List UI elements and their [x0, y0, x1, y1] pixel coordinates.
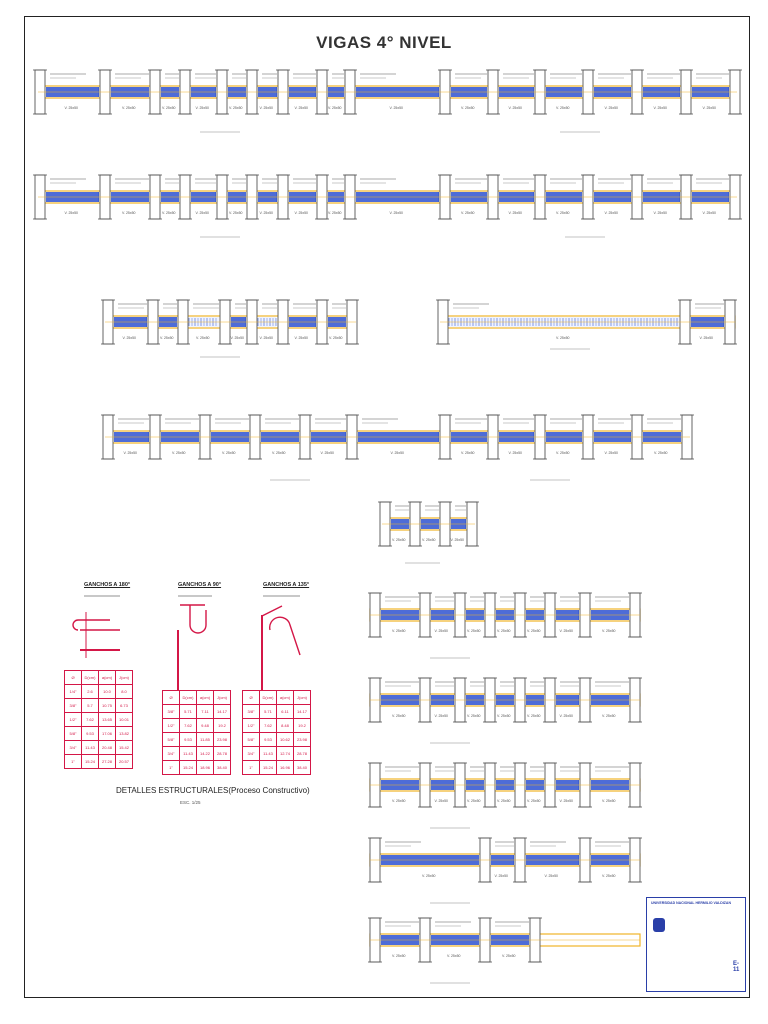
beam-label: V. 25x50 — [320, 451, 334, 455]
beam-label: V. 25x50 — [259, 336, 273, 340]
beam-label: V. 25x50 — [222, 451, 236, 455]
beam-label: V. 25x50 — [556, 336, 570, 340]
beam-label: V. 25x50 — [294, 336, 308, 340]
table-row: 3/8" 5.7 10.75 6.73 — [65, 699, 133, 713]
beam-label: V. 25x50 — [434, 714, 448, 718]
beam-label: V. 25x50 — [702, 211, 716, 215]
page-title: VIGAS 4° NIVEL — [316, 33, 452, 52]
beam-label: V. 25x50 — [229, 106, 243, 110]
beam-label: V. 25x50 — [544, 874, 558, 878]
beam-label: V. 25x50 — [461, 211, 475, 215]
table-row: 1" 15.24 27.28 20.57 — [65, 755, 133, 769]
beam-label: V. 25x50 — [467, 714, 481, 718]
beam-label: V. 25x50 — [450, 538, 464, 542]
table-row: 3/8" 5.71 7.11 14.17 — [163, 705, 231, 719]
beam-label: V. 25x50 — [604, 451, 618, 455]
beam-label: V. 25x50 — [230, 336, 244, 340]
beam-label: V. 25x50 — [702, 106, 716, 110]
details-scale: ESC. 1/25 — [180, 800, 201, 805]
beam-label: V. 25x50 — [259, 211, 273, 215]
beam-label: V. 25x50 — [559, 799, 573, 803]
hook-180-shape — [73, 620, 120, 630]
hook-90-shape — [180, 605, 206, 633]
beam-label: V. 25x50 — [467, 799, 481, 803]
beam-label: V. 25x50 — [604, 211, 618, 215]
beam-label: V. 25x50 — [64, 106, 78, 110]
beam-label: V. 25x50 — [390, 451, 404, 455]
beam-label: V. 25x50 — [653, 211, 667, 215]
beam-label: V. 25x50 — [259, 106, 273, 110]
beam-label: V. 25x50 — [602, 629, 616, 633]
beam-label: V. 25x50 — [389, 211, 403, 215]
beam-label: V. 25x50 — [392, 799, 406, 803]
beam-label: V. 25x50 — [508, 451, 522, 455]
beam-label: V. 25x50 — [122, 336, 136, 340]
table-row: 1/2" 7.62 13.65 10.01 — [65, 713, 133, 727]
hook-90-title: GANCHOS A 90° — [178, 582, 222, 588]
university-logo-icon — [653, 918, 665, 932]
hook-135-shape — [262, 606, 300, 655]
table-row: 5/8" 9.53 11.85 23.98 — [163, 733, 231, 747]
hook-135-title: GANCHOS A 135° — [263, 582, 310, 588]
beam-label: V. 25x50 — [422, 538, 436, 542]
table-row: 1" 15.24 18.96 38.40 — [163, 761, 231, 775]
hook-180-title: GANCHOS A 180° — [84, 582, 131, 588]
sheet-code: E-11 — [733, 961, 740, 973]
table-row: 1/2" 7.62 8.48 19.2 — [243, 719, 311, 733]
beam-label: V. 25x50 — [461, 451, 475, 455]
beam-label: V. 25x50 — [389, 106, 403, 110]
beam-label: V. 25x50 — [195, 106, 209, 110]
beam-label: V. 25x50 — [329, 336, 343, 340]
beam-label: V. 25x50 — [527, 629, 541, 633]
table-row: 1/4" 2.6 10.0 8.0 — [65, 685, 133, 699]
beam-label: V. 25x50 — [497, 799, 511, 803]
table-row: 1/2" 7.62 9.48 19.2 — [163, 719, 231, 733]
beam-label: V. 25x50 — [494, 874, 508, 878]
table-row: 5/8" 9.53 10.62 23.98 — [243, 733, 311, 747]
table-row: 3/8" 5.71 6.11 14.17 — [243, 705, 311, 719]
beam-label: V. 25x50 — [434, 799, 448, 803]
beam-label: V. 25x50 — [559, 714, 573, 718]
beam-label: V. 25x50 — [604, 106, 618, 110]
beam-label: V. 25x50 — [392, 538, 406, 542]
beam-label: V. 25x50 — [123, 451, 137, 455]
beam-label: V. 25x50 — [527, 714, 541, 718]
beam-label: V. 25x50 — [527, 799, 541, 803]
beam-label: V. 25x50 — [392, 714, 406, 718]
beam-label: V. 25x50 — [294, 106, 308, 110]
beam-label: V. 25x50 — [447, 954, 461, 958]
beam-label: V. 25x50 — [602, 714, 616, 718]
title-block — [646, 897, 746, 992]
beam-label: V. 25x50 — [508, 106, 522, 110]
beam-label: V. 25x50 — [392, 954, 406, 958]
hook-90-table: Ø D(cm) a(cm) J(cm) 3/8" 5.71 7.11 14.17 1/2" 7.62 9.48 19.2 5/8" 9.53 11.85 23.98 3/4" 11.43 14.22 28.78 1" 15.24 18.96 38.40 — [162, 690, 231, 775]
beam-label: V. 25x50 — [422, 874, 436, 878]
beam-label: V. 25x50 — [122, 211, 136, 215]
beam-label: V. 25x50 — [122, 106, 136, 110]
table-row: 1" 15.24 16.96 38.40 — [243, 761, 311, 775]
beam-label: V. 25x50 — [602, 874, 616, 878]
beam-label: V. 25x50 — [508, 211, 522, 215]
beam-label: V. 25x50 — [162, 211, 176, 215]
beam-label: V. 25x50 — [229, 211, 243, 215]
beam-label: V. 25x50 — [556, 211, 570, 215]
beam-label: V. 25x50 — [559, 629, 573, 633]
beam-label: V. 25x50 — [602, 799, 616, 803]
beam-label: V. 25x50 — [64, 211, 78, 215]
beam-label: V. 25x50 — [434, 629, 448, 633]
details-title: DETALLES ESTRUCTURALES(Proceso Constructivo) — [116, 786, 310, 795]
table-row: 3/4" 11.43 20.48 15.42 — [65, 741, 133, 755]
beam-label: V. 25x50 — [328, 211, 342, 215]
beam-label: V. 25x50 — [497, 714, 511, 718]
beam-label: V. 25x50 — [328, 106, 342, 110]
beam-label: V. 25x50 — [172, 451, 186, 455]
title-block-notes — [667, 912, 741, 934]
beam-label: V. 25x50 — [162, 106, 176, 110]
beam-label: V. 25x50 — [556, 106, 570, 110]
hook-180-table: Ø D(cm) a(cm) J(cm) 1/4" 2.6 10.0 8.0 3/8" 5.7 10.75 6.73 1/2" 7.62 13.65 10.01 5/8" 9.53 17.06 13.82 3/4" 11.43 20.48 15.42 1" 15.24 27.28 20.57 — [64, 670, 133, 769]
beam-label: V. 25x50 — [294, 211, 308, 215]
beam-label: V. 25x50 — [467, 629, 481, 633]
beam-label: V. 25x50 — [556, 451, 570, 455]
beam-label: V. 25x50 — [195, 211, 209, 215]
beam-label: V. 25x50 — [196, 336, 210, 340]
table-row: 3/4" 11.43 12.74 28.78 — [243, 747, 311, 761]
title-block-university: UNIVERSIDAD NACIONAL HERMILIO VALDIZAN — [651, 901, 731, 905]
table-row: 3/4" 11.43 14.22 28.78 — [163, 747, 231, 761]
beam-label: V. 25x50 — [699, 336, 713, 340]
beam-label: V. 25x50 — [272, 451, 286, 455]
beam-label: V. 25x50 — [392, 629, 406, 633]
beam-label: V. 25x50 — [502, 954, 516, 958]
table-row: 5/8" 9.53 17.06 13.82 — [65, 727, 133, 741]
beam-label: V. 25x50 — [497, 629, 511, 633]
beam-label: V. 25x50 — [653, 106, 667, 110]
hook-135-table: Ø D(cm) a(cm) J(cm) 3/8" 5.71 6.11 14.17 1/2" 7.62 8.48 19.2 5/8" 9.53 10.62 23.98 3/4" 11.43 12.74 28.78 1" 15.24 16.96 38.40 — [242, 690, 311, 775]
beam-label: V. 25x50 — [461, 106, 475, 110]
beam-label: V. 25x50 — [160, 336, 174, 340]
beam-label: V. 25x50 — [654, 451, 668, 455]
